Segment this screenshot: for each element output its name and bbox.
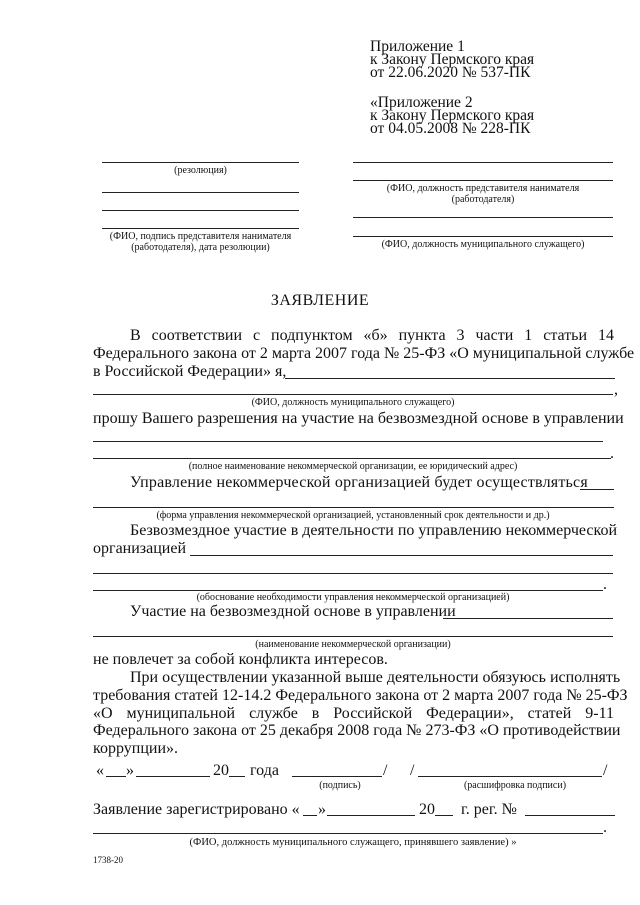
signer-caption-1: (ФИО, подпись представителя нанимателя [109, 231, 292, 242]
para-7-line-3: «О муниципальной службе в Российской Федерации», статей 9-11 [93, 705, 614, 722]
slash-1: / [383, 762, 388, 779]
reg-number-field[interactable] [525, 815, 615, 816]
para-7-line-2: требования статей 12-14.2 Федерального закона от 2 марта 2007 года № 25-ФЗ [93, 687, 628, 704]
org-caption: (полное наименование некоммерческой организации, ее юридический адрес) [188, 461, 518, 472]
period-1: . [610, 445, 614, 462]
resolution-line-2 [102, 192, 299, 193]
servant-line-2 [353, 236, 613, 237]
para-2: прошу Вашего разрешения на участие на безвозмездной основе в управлении [93, 410, 624, 427]
employer-caption-1: (ФИО, должность представителя нанимателя [386, 183, 580, 194]
month-field[interactable] [136, 776, 210, 777]
reg-day-field[interactable] [303, 815, 317, 816]
registered-label: Заявление зарегистрировано « [93, 801, 300, 818]
period-2: . [603, 576, 607, 593]
decode-caption: (расшифровка подписи) [463, 780, 567, 791]
registrar-caption: (ФИО, должность муниципального служащего, принявшего заявление) » [189, 837, 517, 848]
signature-caption: (подпись) [319, 780, 361, 791]
day-field[interactable] [106, 776, 126, 777]
reg-year-field[interactable] [435, 815, 453, 816]
appendix-1-date: от 22.06.2020 № 537-ПК [370, 64, 531, 81]
year-word: года [250, 762, 279, 779]
management-form-field[interactable] [93, 507, 614, 508]
name-caption: (наименование некоммерческой организации) [255, 639, 451, 650]
participation-field-1[interactable] [443, 618, 613, 619]
appendix-2-law: к Закону Пермского края [370, 107, 535, 124]
appendix-2-date: от 04.05.2008 № 228-ПК [370, 120, 531, 137]
registered-quote-close: » [318, 801, 326, 818]
resolution-line [102, 162, 299, 163]
para-7-line-5: коррупции». [93, 740, 178, 757]
signer-caption-2: (работодателя), дата резолюции) [131, 242, 270, 253]
document-code: 1738-20 [93, 855, 123, 865]
appendix-2-title: «Приложение 2 [370, 94, 473, 111]
date-quote-close: » [126, 762, 134, 779]
para-5: Участие на безвозмездной основе в управлении [130, 603, 456, 620]
period-3: . [603, 819, 607, 836]
reg-month-field[interactable] [327, 815, 415, 816]
participation-field-2[interactable] [93, 636, 613, 637]
form-caption: (форма управления некоммерческой организацией, установленный срок деятельности и др.) [156, 510, 550, 521]
addressee-line [353, 162, 613, 163]
reason-caption: (обоснование необходимости управления некоммерческой организацией) [196, 592, 510, 603]
appendix-1-title: Приложение 1 [370, 38, 465, 55]
reg-year-prefix: 20 [419, 801, 435, 818]
resolution-caption: (резолюция) [174, 165, 227, 176]
para-4-line-2: организацией [93, 540, 186, 557]
employer-caption-2: (работодателя) [451, 194, 515, 205]
reason-field-3[interactable] [93, 590, 603, 591]
para-7-line-1: При осуществлении указанной выше деятельности обязуюсь исполнять [130, 669, 621, 686]
signature-field[interactable] [292, 776, 382, 777]
applicant-name-field[interactable] [285, 378, 615, 379]
year-field[interactable] [229, 776, 245, 777]
para-1-line-2: Федерального закона от 2 марта 2007 года № 25-ФЗ «О муниципальной службе [93, 345, 635, 362]
para-1-line-1: В соответствии с подпунктом «б» пункта 3 части 1 статьи 14 [130, 327, 614, 344]
appendix-1-law: к Закону Пермского края [370, 51, 535, 68]
para-7-line-4: Федерального закона от 25 декабря 2008 года № 273-ФЗ «О противодействии [93, 722, 621, 739]
org-field-2[interactable] [93, 458, 611, 459]
employer-line [353, 180, 613, 181]
para-6: не повлечет за собой конфликта интересов. [93, 651, 388, 668]
document-title: ЗАЯВЛЕНИЕ [270, 292, 370, 309]
signer-line [102, 228, 299, 229]
year-prefix: 20 [213, 762, 229, 779]
applicant-position-field[interactable] [93, 394, 613, 395]
reason-field-2[interactable] [93, 573, 613, 574]
decode-field[interactable] [418, 776, 602, 777]
reg-number-label: г. рег. № [461, 801, 517, 818]
applicant-caption: (ФИО, должность муниципального служащего) [251, 397, 455, 408]
slash-3: / [603, 762, 608, 779]
para-4-line-1: Безвозмездное участие в деятельности по управлению некоммерческой [130, 522, 618, 539]
date-quote-open: « [96, 762, 104, 779]
management-short-field[interactable] [580, 489, 614, 490]
para-3: Управление некоммерческой организацией будет осуществляться [130, 474, 588, 491]
registrar-field[interactable] [93, 833, 603, 834]
servant-caption: (ФИО, должность муниципального служащего) [381, 239, 585, 250]
para-1-line-3: в Российской Федерации» я, [93, 363, 287, 380]
resolution-line-3 [102, 210, 299, 211]
reason-field-1[interactable] [190, 555, 613, 556]
slash-2: / [410, 762, 415, 779]
org-field-1[interactable] [93, 441, 603, 442]
servant-line-1 [353, 217, 613, 218]
comma: , [614, 381, 618, 398]
